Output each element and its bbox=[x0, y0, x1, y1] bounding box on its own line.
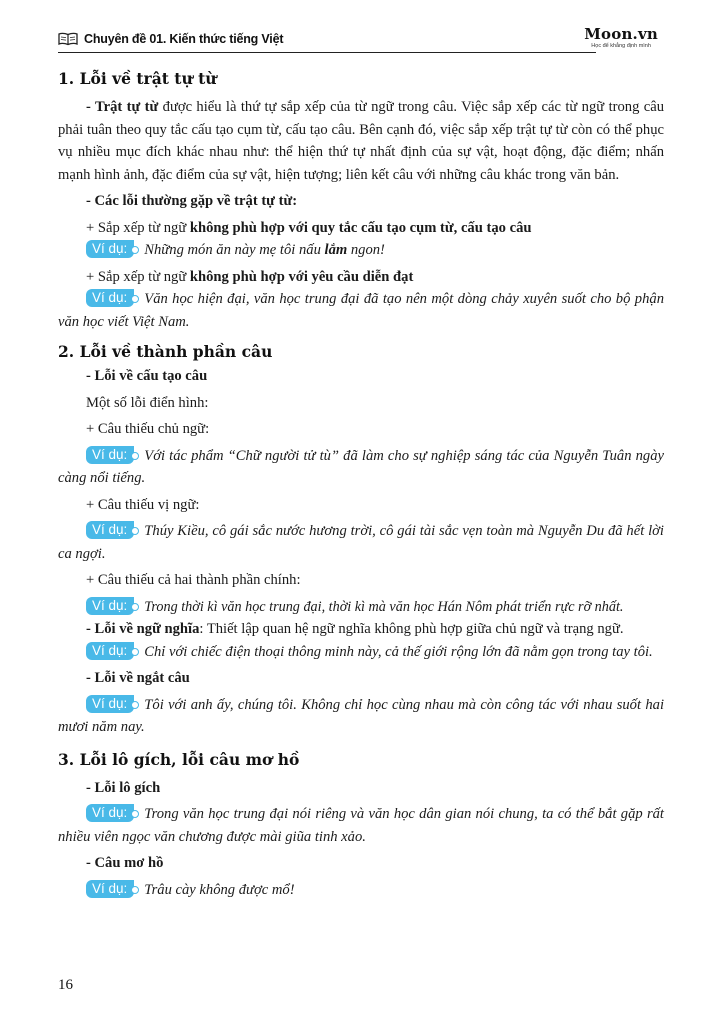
structure-error-heading: - Lỗi về cấu tạo câu bbox=[86, 368, 208, 384]
open-book-icon bbox=[58, 32, 78, 46]
section-2-heading: 2. Lỗi về thành phần câu bbox=[58, 342, 273, 361]
example-missing-both: Ví dụ: Trong thời kì văn học trung đại, thời kì mà văn học Hán Nôm phát triển rực rỡ nhất. bbox=[58, 596, 664, 619]
logic-error-heading: - Lỗi lô gích bbox=[86, 779, 161, 796]
example-missing-subject: Ví dụ: Với tác phẩm “Chữ người tử tù” đã làm cho sự nghiệp sáng tác của Nguyễn Tuân ngày càng nổi tiếng. bbox=[58, 446, 664, 486]
example-badge: Ví dụ: bbox=[86, 240, 134, 258]
example-break: Ví dụ: Tôi với anh ấy, chúng tôi. Không chỉ học cùng nhau mà còn công tác với nhau suốt hai mươi năm nay. bbox=[58, 695, 664, 735]
word-order-definition bbox=[58, 96, 664, 186]
example-logic: Ví dụ: Trong văn học trung đại nói riêng và văn học dân gian nói chung, ta có thể bắt gặp rất nhiều viên ngọc văn chương được mài giũa tinh xảo. bbox=[58, 805, 664, 845]
example-2: Ví dụ: Văn học hiện đại, văn học trung đại đã tạo nên một dòng chảy xuyên suốt cho bộ phận văn học viết Việt Nam. bbox=[58, 290, 664, 330]
error-item-2: + Sắp xếp từ ngữ không phù hợp với yêu cầu diễn đạt bbox=[86, 268, 414, 285]
header-left bbox=[58, 32, 283, 46]
section-1-heading: 1. Lỗi về trật tự từ bbox=[58, 69, 217, 88]
example-badge: Ví dụ: bbox=[86, 880, 134, 898]
example-ambiguous: Ví dụ: Trâu cày không được mổ! bbox=[58, 879, 664, 902]
example-badge: Ví dụ: bbox=[86, 804, 134, 822]
common-errors-heading: - Các lỗi thường gặp về trật tự từ: bbox=[86, 193, 298, 209]
example-badge: Ví dụ: bbox=[86, 695, 134, 713]
section-3-heading: 3. Lỗi lô gích, lỗi câu mơ hồ bbox=[58, 749, 300, 769]
example-badge: Ví dụ: bbox=[86, 642, 134, 660]
example-badge: Ví dụ: bbox=[86, 521, 134, 539]
typical-errors: Một số lỗi điển hình: bbox=[86, 394, 209, 411]
semantic-error: - Lỗi về ngữ nghĩa: Thiết lập quan hệ ngữ nghĩa không phù hợp giữa chủ ngữ và trạng ngữ. bbox=[86, 621, 624, 637]
example-semantic: Ví dụ: Chỉ với chiếc điện thoại thông minh này, cả thế giới rộng lớn đã nằm gọn trong tay tôi. bbox=[58, 641, 664, 664]
word-order-term: - Trật tự từ bbox=[86, 99, 159, 115]
missing-subject: + Câu thiếu chủ ngữ: bbox=[86, 421, 210, 437]
word-order-text: được hiểu là thứ tự sắp xếp của từ ngữ trong câu. Việc sắp xếp các từ ngữ trong câu phải tuân theo quy tắc cấu tạo cụm từ, cấu tạo câu. Bên cạnh đó, việc sắp xếp trật tự từ còn có thể phục vụ nhiều mục đích khác nhau như: thể hiện thứ tự nhất định của sự vật, hoạt động, đặc điểm; nhấn mạnh hình ảnh, đặc điểm của sự vật, hiện tượng; liên kết câu với những câu khác trong văn bản. bbox=[58, 99, 665, 183]
example-badge: Ví dụ: bbox=[86, 446, 134, 464]
page-content bbox=[58, 66, 664, 901]
example-missing-predicate: Ví dụ: Thúy Kiều, cô gái sắc nước hương trời, cô gái tài sắc vẹn toàn mà Nguyễn Du đã hết lời ca ngợi. bbox=[58, 522, 664, 562]
brand-name: Moon.vn bbox=[584, 25, 658, 43]
example-1: Ví dụ: Những món ăn này mẹ tôi nấu lắm ngon! bbox=[58, 239, 664, 262]
brand-tagline: Học để khẳng định mình bbox=[591, 43, 651, 49]
example-badge: Ví dụ: bbox=[86, 597, 134, 615]
header-title: Chuyên đề 01. Kiến thức tiếng Việt bbox=[84, 32, 284, 46]
header-divider bbox=[58, 52, 596, 53]
error-item-1: + Sắp xếp từ ngữ không phù hợp với quy tắc cấu tạo cụm từ, cấu tạo câu bbox=[86, 219, 532, 236]
ambiguous-heading: - Câu mơ hồ bbox=[86, 855, 164, 871]
missing-predicate: + Câu thiếu vị ngữ: bbox=[86, 496, 200, 513]
missing-both: + Câu thiếu cả hai thành phần chính: bbox=[86, 572, 301, 588]
example-badge: Ví dụ: bbox=[86, 289, 134, 307]
brand-logo bbox=[584, 26, 658, 50]
break-error-heading: - Lỗi về ngắt câu bbox=[86, 670, 190, 686]
page-number: 16 bbox=[58, 977, 73, 993]
page-header bbox=[58, 26, 658, 56]
